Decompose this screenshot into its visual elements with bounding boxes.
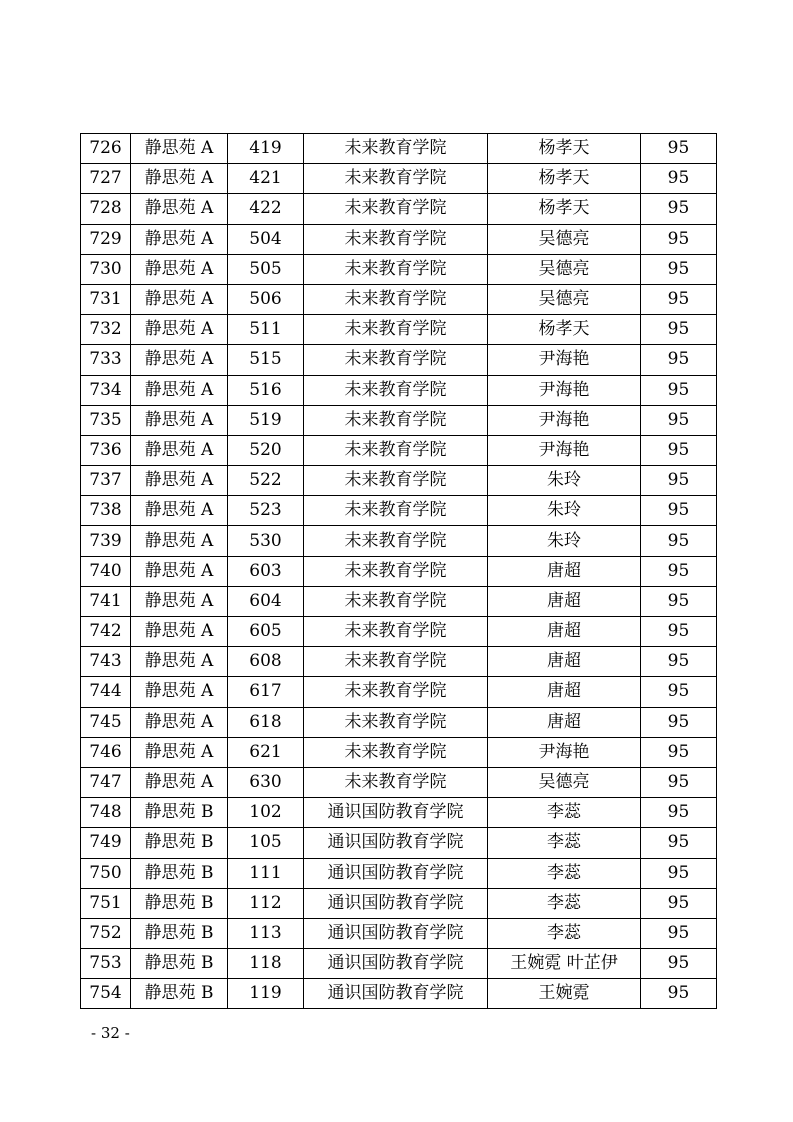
- room-cell: 421: [228, 164, 304, 194]
- counselor-cell: 杨孝天: [488, 134, 641, 164]
- room-cell: 119: [228, 979, 304, 1009]
- score-cell: 95: [641, 617, 717, 647]
- building-cell: 静思苑 A: [131, 284, 228, 314]
- college-cell: 未来教育学院: [304, 315, 488, 345]
- counselor-cell: 杨孝天: [488, 315, 641, 345]
- room-cell: 113: [228, 918, 304, 948]
- counselor-cell: 唐超: [488, 556, 641, 586]
- score-cell: 95: [641, 828, 717, 858]
- building-cell: 静思苑 B: [131, 918, 228, 948]
- score-cell: 95: [641, 858, 717, 888]
- table-row: [81, 435, 717, 465]
- college-cell: 未来教育学院: [304, 496, 488, 526]
- college-cell: 未来教育学院: [304, 435, 488, 465]
- score-cell: 95: [641, 405, 717, 435]
- row-index-cell: 733: [81, 345, 131, 375]
- building-cell: 静思苑 A: [131, 405, 228, 435]
- score-cell: 95: [641, 134, 717, 164]
- counselor-cell: 唐超: [488, 617, 641, 647]
- building-cell: 静思苑 A: [131, 586, 228, 616]
- college-cell: 通识国防教育学院: [304, 828, 488, 858]
- room-cell: 515: [228, 345, 304, 375]
- counselor-cell: 杨孝天: [488, 194, 641, 224]
- table-row: [81, 828, 717, 858]
- room-cell: 511: [228, 315, 304, 345]
- dormitory-score-table: [80, 133, 717, 1009]
- table-body: [81, 134, 717, 1009]
- room-cell: 608: [228, 647, 304, 677]
- score-cell: 95: [641, 707, 717, 737]
- building-cell: 静思苑 B: [131, 798, 228, 828]
- row-index-cell: 732: [81, 315, 131, 345]
- score-cell: 95: [641, 888, 717, 918]
- room-cell: 604: [228, 586, 304, 616]
- counselor-cell: 吴德亮: [488, 767, 641, 797]
- table-row: [81, 647, 717, 677]
- college-cell: 未来教育学院: [304, 134, 488, 164]
- college-cell: 未来教育学院: [304, 164, 488, 194]
- row-index-cell: 746: [81, 737, 131, 767]
- building-cell: 静思苑 A: [131, 224, 228, 254]
- row-index-cell: 743: [81, 647, 131, 677]
- college-cell: 通识国防教育学院: [304, 979, 488, 1009]
- room-cell: 112: [228, 888, 304, 918]
- row-index-cell: 731: [81, 284, 131, 314]
- score-cell: 95: [641, 798, 717, 828]
- college-cell: 未来教育学院: [304, 194, 488, 224]
- building-cell: 静思苑 B: [131, 888, 228, 918]
- table-row: [81, 375, 717, 405]
- college-cell: 未来教育学院: [304, 345, 488, 375]
- building-cell: 静思苑 A: [131, 164, 228, 194]
- building-cell: 静思苑 A: [131, 254, 228, 284]
- score-cell: 95: [641, 375, 717, 405]
- table-row: [81, 224, 717, 254]
- counselor-cell: 李蕊: [488, 828, 641, 858]
- college-cell: 未来教育学院: [304, 767, 488, 797]
- row-index-cell: 729: [81, 224, 131, 254]
- table-row: [81, 466, 717, 496]
- counselor-cell: 王婉霓: [488, 979, 641, 1009]
- room-cell: 520: [228, 435, 304, 465]
- table-row: [81, 949, 717, 979]
- building-cell: 静思苑 A: [131, 496, 228, 526]
- row-index-cell: 749: [81, 828, 131, 858]
- table-row: [81, 918, 717, 948]
- row-index-cell: 740: [81, 556, 131, 586]
- counselor-cell: 朱玲: [488, 466, 641, 496]
- table-row: [81, 345, 717, 375]
- table-row: [81, 888, 717, 918]
- room-cell: 111: [228, 858, 304, 888]
- college-cell: 未来教育学院: [304, 526, 488, 556]
- room-cell: 504: [228, 224, 304, 254]
- row-index-cell: 736: [81, 435, 131, 465]
- room-cell: 605: [228, 617, 304, 647]
- score-cell: 95: [641, 284, 717, 314]
- college-cell: 通识国防教育学院: [304, 918, 488, 948]
- room-cell: 506: [228, 284, 304, 314]
- building-cell: 静思苑 A: [131, 677, 228, 707]
- table-row: [81, 737, 717, 767]
- room-cell: 505: [228, 254, 304, 284]
- row-index-cell: 728: [81, 194, 131, 224]
- counselor-cell: 吴德亮: [488, 254, 641, 284]
- college-cell: 通识国防教育学院: [304, 949, 488, 979]
- score-cell: 95: [641, 496, 717, 526]
- counselor-cell: 唐超: [488, 586, 641, 616]
- row-index-cell: 739: [81, 526, 131, 556]
- score-cell: 95: [641, 254, 717, 284]
- counselor-cell: 吴德亮: [488, 284, 641, 314]
- college-cell: 通识国防教育学院: [304, 858, 488, 888]
- counselor-cell: 唐超: [488, 707, 641, 737]
- table-row: [81, 677, 717, 707]
- building-cell: 静思苑 A: [131, 526, 228, 556]
- counselor-cell: 杨孝天: [488, 164, 641, 194]
- room-cell: 422: [228, 194, 304, 224]
- table-row: [81, 405, 717, 435]
- score-cell: 95: [641, 918, 717, 948]
- college-cell: 未来教育学院: [304, 466, 488, 496]
- score-cell: 95: [641, 345, 717, 375]
- college-cell: 未来教育学院: [304, 405, 488, 435]
- table-row: [81, 858, 717, 888]
- room-cell: 522: [228, 466, 304, 496]
- row-index-cell: 744: [81, 677, 131, 707]
- counselor-cell: 尹海艳: [488, 345, 641, 375]
- score-cell: 95: [641, 677, 717, 707]
- counselor-cell: 尹海艳: [488, 405, 641, 435]
- table-row: [81, 526, 717, 556]
- college-cell: 未来教育学院: [304, 707, 488, 737]
- room-cell: 118: [228, 949, 304, 979]
- row-index-cell: 748: [81, 798, 131, 828]
- row-index-cell: 738: [81, 496, 131, 526]
- row-index-cell: 741: [81, 586, 131, 616]
- building-cell: 静思苑 A: [131, 556, 228, 586]
- page-number: - 32 -: [91, 1024, 130, 1042]
- building-cell: 静思苑 A: [131, 194, 228, 224]
- row-index-cell: 747: [81, 767, 131, 797]
- room-cell: 519: [228, 405, 304, 435]
- college-cell: 未来教育学院: [304, 677, 488, 707]
- score-cell: 95: [641, 194, 717, 224]
- building-cell: 静思苑 B: [131, 858, 228, 888]
- counselor-cell: 李蕊: [488, 798, 641, 828]
- room-cell: 105: [228, 828, 304, 858]
- row-index-cell: 754: [81, 979, 131, 1009]
- counselor-cell: 李蕊: [488, 888, 641, 918]
- score-cell: 95: [641, 526, 717, 556]
- building-cell: 静思苑 A: [131, 617, 228, 647]
- row-index-cell: 727: [81, 164, 131, 194]
- building-cell: 静思苑 A: [131, 315, 228, 345]
- college-cell: 未来教育学院: [304, 737, 488, 767]
- counselor-cell: 李蕊: [488, 858, 641, 888]
- building-cell: 静思苑 A: [131, 345, 228, 375]
- row-index-cell: 751: [81, 888, 131, 918]
- counselor-cell: 唐超: [488, 677, 641, 707]
- college-cell: 通识国防教育学院: [304, 888, 488, 918]
- score-cell: 95: [641, 315, 717, 345]
- table-row: [81, 164, 717, 194]
- score-cell: 95: [641, 586, 717, 616]
- building-cell: 静思苑 B: [131, 828, 228, 858]
- row-index-cell: 726: [81, 134, 131, 164]
- room-cell: 630: [228, 767, 304, 797]
- table-row: [81, 315, 717, 345]
- row-index-cell: 734: [81, 375, 131, 405]
- score-cell: 95: [641, 979, 717, 1009]
- college-cell: 未来教育学院: [304, 586, 488, 616]
- score-cell: 95: [641, 224, 717, 254]
- counselor-cell: 李蕊: [488, 918, 641, 948]
- table-row: [81, 798, 717, 828]
- counselor-cell: 朱玲: [488, 526, 641, 556]
- college-cell: 未来教育学院: [304, 617, 488, 647]
- table-row: [81, 254, 717, 284]
- counselor-cell: 朱玲: [488, 496, 641, 526]
- table-row: [81, 496, 717, 526]
- building-cell: 静思苑 A: [131, 466, 228, 496]
- room-cell: 102: [228, 798, 304, 828]
- building-cell: 静思苑 A: [131, 647, 228, 677]
- college-cell: 未来教育学院: [304, 284, 488, 314]
- college-cell: 未来教育学院: [304, 647, 488, 677]
- counselor-cell: 尹海艳: [488, 435, 641, 465]
- table-row: [81, 284, 717, 314]
- score-cell: 95: [641, 164, 717, 194]
- score-cell: 95: [641, 767, 717, 797]
- score-cell: 95: [641, 647, 717, 677]
- table-row: [81, 979, 717, 1009]
- building-cell: 静思苑 B: [131, 979, 228, 1009]
- score-cell: 95: [641, 949, 717, 979]
- room-cell: 618: [228, 707, 304, 737]
- row-index-cell: 742: [81, 617, 131, 647]
- room-cell: 523: [228, 496, 304, 526]
- counselor-cell: 吴德亮: [488, 224, 641, 254]
- table-row: [81, 194, 717, 224]
- room-cell: 603: [228, 556, 304, 586]
- building-cell: 静思苑 A: [131, 134, 228, 164]
- score-cell: 95: [641, 737, 717, 767]
- row-index-cell: 750: [81, 858, 131, 888]
- building-cell: 静思苑 A: [131, 767, 228, 797]
- table-row: [81, 617, 717, 647]
- room-cell: 516: [228, 375, 304, 405]
- college-cell: 未来教育学院: [304, 375, 488, 405]
- college-cell: 未来教育学院: [304, 556, 488, 586]
- counselor-cell: 王婉霓 叶芷伊: [488, 949, 641, 979]
- counselor-cell: 唐超: [488, 647, 641, 677]
- building-cell: 静思苑 A: [131, 707, 228, 737]
- table-row: [81, 767, 717, 797]
- counselor-cell: 尹海艳: [488, 375, 641, 405]
- row-index-cell: 730: [81, 254, 131, 284]
- room-cell: 530: [228, 526, 304, 556]
- room-cell: 419: [228, 134, 304, 164]
- row-index-cell: 752: [81, 918, 131, 948]
- building-cell: 静思苑 A: [131, 737, 228, 767]
- college-cell: 未来教育学院: [304, 254, 488, 284]
- building-cell: 静思苑 B: [131, 949, 228, 979]
- college-cell: 未来教育学院: [304, 224, 488, 254]
- row-index-cell: 745: [81, 707, 131, 737]
- building-cell: 静思苑 A: [131, 435, 228, 465]
- row-index-cell: 735: [81, 405, 131, 435]
- row-index-cell: 753: [81, 949, 131, 979]
- table-row: [81, 556, 717, 586]
- table-row: [81, 707, 717, 737]
- room-cell: 621: [228, 737, 304, 767]
- counselor-cell: 尹海艳: [488, 737, 641, 767]
- college-cell: 通识国防教育学院: [304, 798, 488, 828]
- table-row: [81, 134, 717, 164]
- score-cell: 95: [641, 466, 717, 496]
- table-row: [81, 586, 717, 616]
- score-cell: 95: [641, 435, 717, 465]
- building-cell: 静思苑 A: [131, 375, 228, 405]
- score-cell: 95: [641, 556, 717, 586]
- row-index-cell: 737: [81, 466, 131, 496]
- room-cell: 617: [228, 677, 304, 707]
